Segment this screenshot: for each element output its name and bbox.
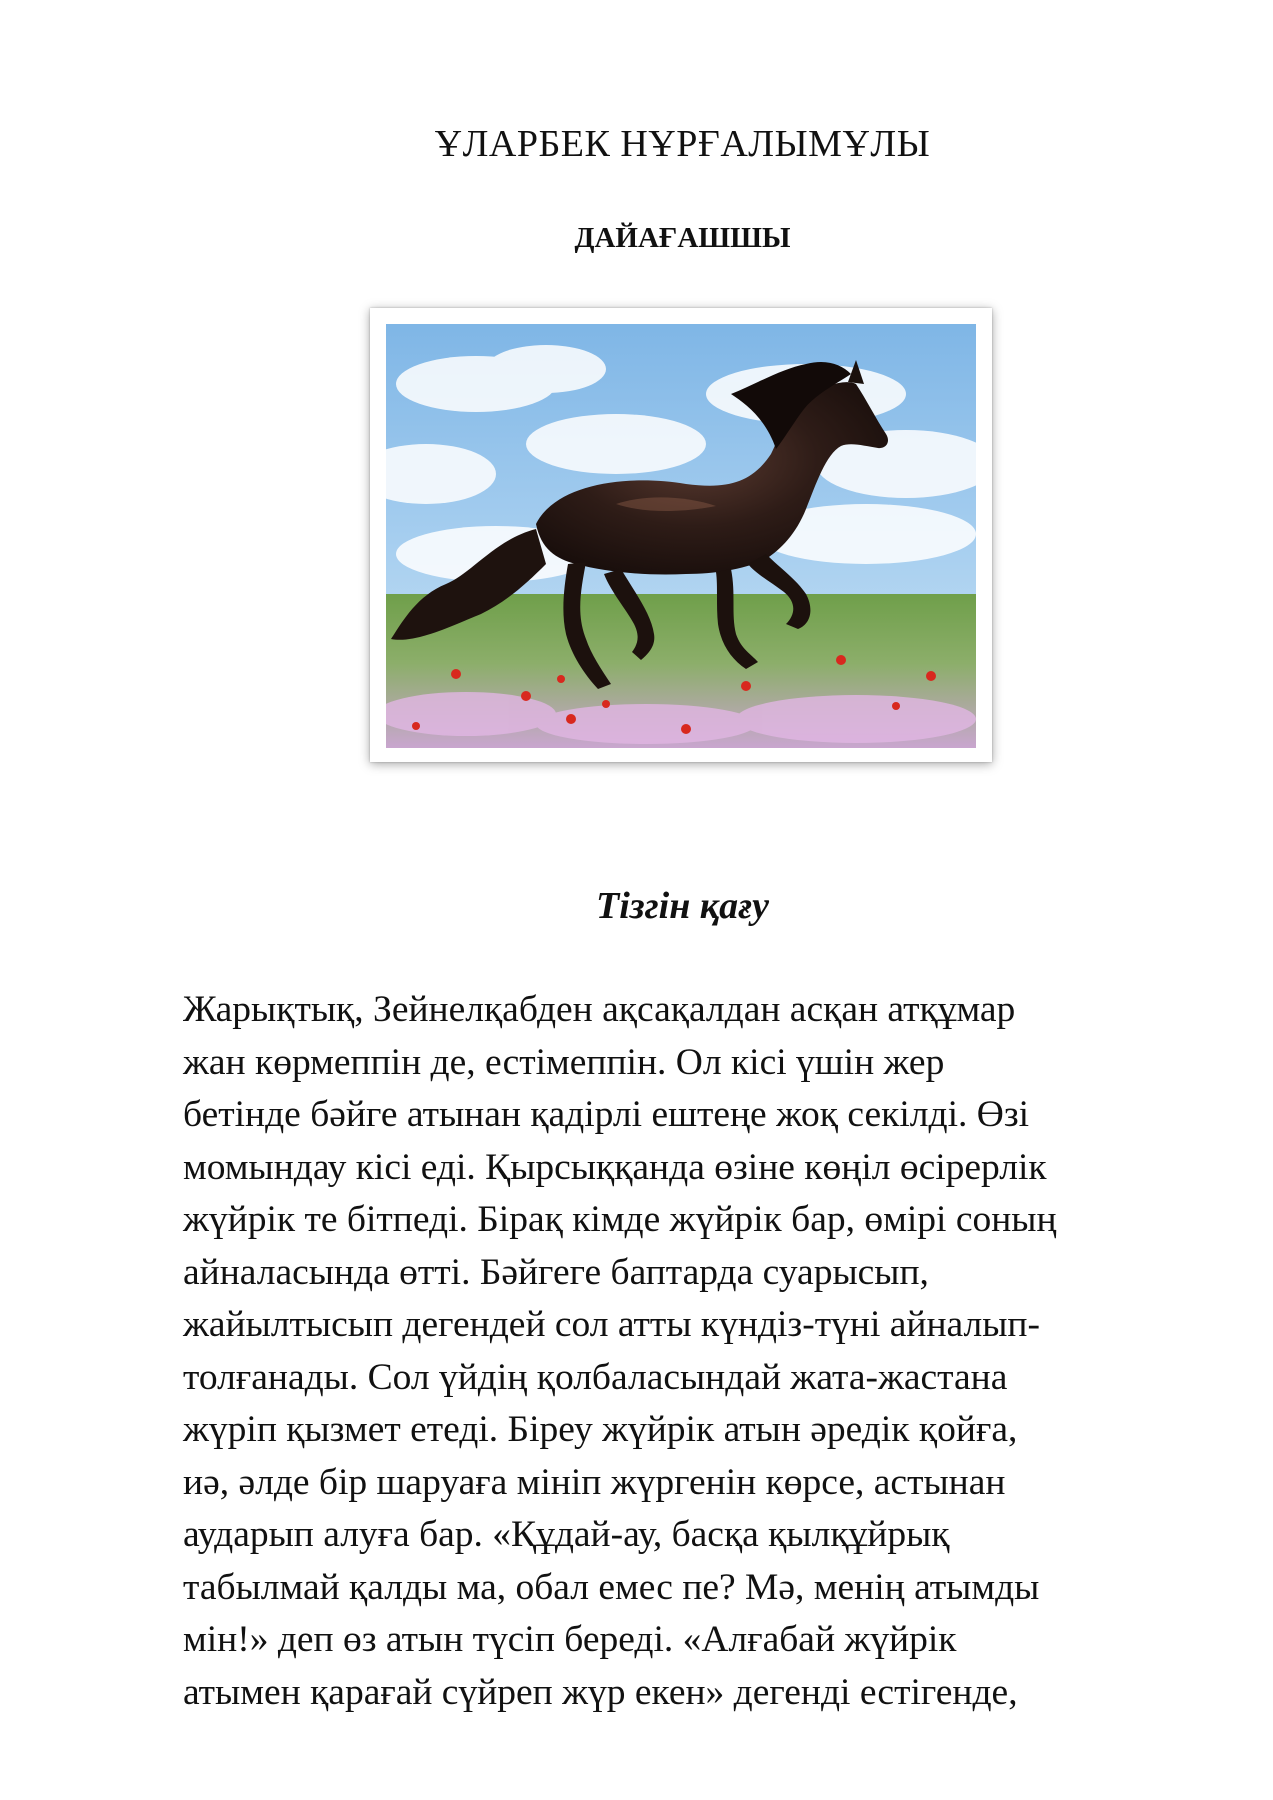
body-paragraph (183, 984, 1193, 1719)
paragraph-line: аударып алуға бар. «Құдай-ау, басқа қылқұйрық (183, 1514, 950, 1555)
paragraph-line: мін!» деп өз атын түсіп береді. «Алғабай жүйрік (183, 1619, 957, 1660)
author-name: ҰЛАРБЕК НҰРҒАЛЫМҰЛЫ (434, 123, 931, 165)
paragraph-line: атымен қарағай сүйреп жүр екен» дегенді естігенде, (183, 1671, 1018, 1713)
paragraph-line: Жарықтық, Зейнелқабден ақсақалдан асқан атқұмар (183, 989, 1016, 1030)
paragraph-line: жүріп қызмет етеді. Біреу жүйрік атын әредік қойға, (183, 1409, 1018, 1450)
paragraph-line: бетінде бәйге атынан қадірлі ештеңе жоқ секілді. Өзі (183, 1094, 1030, 1135)
book-title: ДАЙАҒАШШЫ (574, 222, 791, 254)
paragraph-line: момындау кісі еді. Қырсыққанда өзіне көңіл өсірерлік (183, 1146, 1047, 1188)
paragraph-line: толғанады. Сол үйдің қолбаласындай жата-жастана (183, 1356, 1008, 1398)
paragraph-line: жан көрмеппін де, естімеппін. Ол кісі үшін жер (183, 1041, 945, 1083)
horse-photo-frame (370, 308, 992, 762)
chapter-title: Тізгін қағу (596, 885, 769, 927)
paragraph-line: табылмай қалды ма, обал емес пе? Мә, менің атымды (183, 1566, 1040, 1608)
paragraph-line: жүйрік те бітпеді. Бірақ кімде жүйрік бар, өмірі соның (183, 1199, 1057, 1240)
paragraph-line: айналасында өтті. Бәйгеге баптарда суарысып, (183, 1251, 929, 1293)
paragraph-line: жайылтысып дегендей сол атты күндіз-түні айналып- (183, 1304, 1040, 1345)
paragraph-line: иә, әлде бір шаруаға мініп жүргенін көрсе, астынан (183, 1461, 1006, 1503)
horse-photo (386, 324, 976, 748)
